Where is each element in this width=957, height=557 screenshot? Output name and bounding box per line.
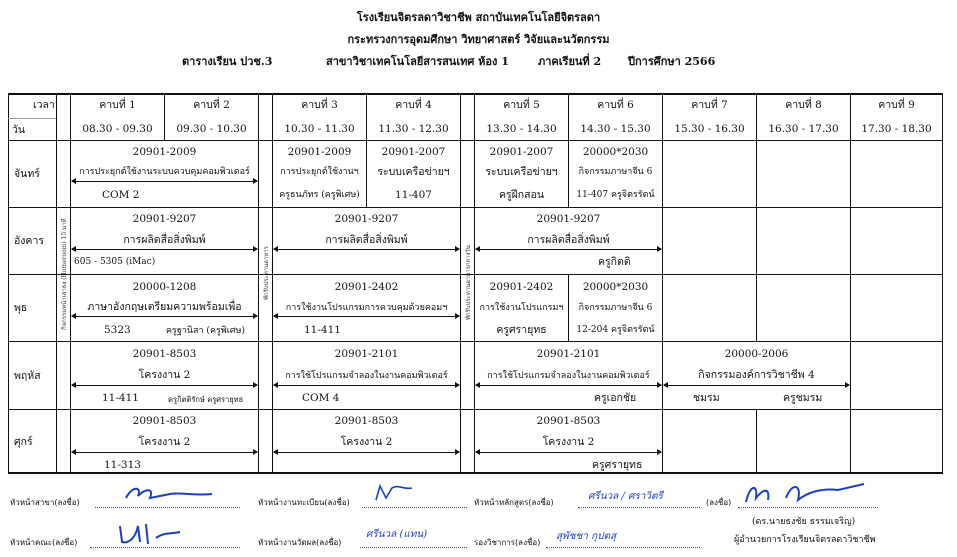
wed-c4-code: 20000*2030 bbox=[582, 281, 649, 293]
head-faculty-signature bbox=[116, 518, 186, 548]
tue-c1-name: การผลิตสื่อสิ่งพิมพ์ bbox=[123, 234, 206, 246]
fri-c3-code: 20901-8503 bbox=[536, 415, 601, 427]
sign-label: (ลงชื่อ) bbox=[706, 498, 732, 507]
wed-c4-note: 12-204 ครูจิตรรัตน์ bbox=[576, 325, 655, 335]
head-registry-signature bbox=[372, 480, 422, 506]
tue-c3-name: การผลิตสื่อสิ่งพิมพ์ bbox=[527, 234, 610, 246]
fri-c2-code: 20901-8503 bbox=[334, 415, 399, 427]
mon-c1-room: COM 2 bbox=[102, 189, 140, 201]
mon-c4-code: 20901-2007 bbox=[489, 146, 554, 158]
thu-c4-span-arrow bbox=[664, 385, 849, 386]
day-monday: จันทร์ bbox=[14, 168, 40, 180]
director-name: (ดร.นายธงชัย ธรรมเจริญ) bbox=[752, 517, 856, 527]
tue-c3-teacher: ครูกิตติ bbox=[598, 256, 631, 268]
wed-c3-teacher: ครูศรายุทธ bbox=[496, 324, 547, 336]
thu-c2-code: 20901-2101 bbox=[334, 348, 399, 360]
wed-c4-name: กิจกรรมภาษาจีน 6 bbox=[578, 303, 653, 313]
time-corner-label: เวลา bbox=[33, 99, 55, 111]
thu-c1-teacher: ครูกิตติรักษ์ ครูศรายุทธ bbox=[168, 395, 244, 404]
thu-c2-room: COM 4 bbox=[302, 392, 340, 404]
head-faculty-label: หัวหน้าคณะ(ลงชื่อ) bbox=[10, 538, 78, 547]
program-label: สาขาวิชาเทคโนโลยีสารสนเทศ ห้อง 1 bbox=[326, 55, 509, 68]
director-title: ผู้อำนวยการโรงเรียนจิตรลดาวิชาชีพ bbox=[734, 535, 876, 545]
period-9-name: คาบที่ 9 bbox=[878, 99, 915, 111]
period-1-time: 08.30 - 09.30 bbox=[82, 123, 153, 135]
thu-c2-name: การใช้โปรแกรมจำลองในงานคอมพิวเตอร์ bbox=[285, 371, 448, 381]
head-dept-signature bbox=[120, 482, 220, 506]
year-label: ปีการศึกษา 2566 bbox=[628, 55, 716, 68]
period-2-name: คาบที่ 2 bbox=[193, 99, 230, 111]
thu-c4-room: ชมรม bbox=[693, 392, 720, 404]
mon-c4-teacher: ครูฝึกสอน bbox=[498, 189, 545, 201]
thu-c3-teacher: ครูเอกชัย bbox=[594, 392, 637, 404]
thu-c4-teacher: ครูชมรม bbox=[783, 392, 823, 404]
thu-c1-span-arrow bbox=[72, 385, 257, 386]
wed-c1-span-arrow bbox=[72, 316, 257, 317]
measure-signature: ศรีนวล (แทน) bbox=[366, 529, 428, 540]
day-tuesday: อังคาร bbox=[14, 235, 44, 247]
period-5-name: คาบที่ 5 bbox=[503, 99, 540, 111]
afternoon-break-label: พักรับประทานอาหารกลางวัน bbox=[465, 245, 472, 320]
head-dept-label: หัวหน้าสาขา(ลงชื่อ) bbox=[10, 498, 80, 507]
thu-c2-span-arrow bbox=[274, 385, 459, 386]
wed-c1-name: ภาษาอังกฤษเตรียมความพร้อมเพื่อ bbox=[87, 301, 242, 313]
mon-c5-code: 20000*2030 bbox=[582, 146, 649, 158]
period-6-time: 14.30 - 15.30 bbox=[580, 123, 651, 135]
tue-c2-name: การผลิตสื่อสิ่งพิมพ์ bbox=[325, 234, 408, 246]
fri-c2-span-arrow bbox=[274, 452, 459, 453]
wed-c2-name: การใช้งานโปรแกรมการควบคุมด้วยคอมฯ bbox=[285, 303, 448, 313]
period-1-name: คาบที่ 1 bbox=[99, 99, 136, 111]
period-7-name: คาบที่ 7 bbox=[691, 99, 728, 111]
mon-c5-note: 11-407 ครูจิตรรัตน์ bbox=[576, 190, 655, 200]
thu-c1-name: โครงงาน 2 bbox=[138, 369, 191, 381]
day-wednesday: พุธ bbox=[14, 302, 28, 314]
day-thursday: พฤหัส bbox=[14, 370, 41, 382]
period-7-time: 15.30 - 16.30 bbox=[674, 123, 745, 135]
wed-c1-code: 20000-1208 bbox=[132, 281, 197, 293]
thu-c1-code: 20901-8503 bbox=[132, 348, 197, 360]
fri-c3-name: โครงงาน 2 bbox=[542, 436, 595, 448]
period-5-time: 13.30 - 14.30 bbox=[486, 123, 557, 135]
tue-c1-room: 605 - 5305 (iMac) bbox=[74, 257, 156, 267]
thu-c4-code: 20000-2006 bbox=[724, 348, 789, 360]
head-registry-label: หัวหน้างานทะเบียน(ลงชื่อ) bbox=[258, 498, 350, 507]
fri-c2-name: โครงงาน 2 bbox=[340, 436, 393, 448]
tue-c2-code: 20901-9207 bbox=[334, 213, 399, 225]
semester-label: ภาคเรียนที่ 2 bbox=[538, 55, 602, 68]
mon-c3-code: 20901-2007 bbox=[381, 146, 446, 158]
mon-c2-teacher: ครูธนภัทร (ครูพิเศษ) bbox=[279, 190, 360, 200]
fri-c3-span-arrow bbox=[476, 452, 661, 453]
period-6-name: คาบที่ 6 bbox=[597, 99, 634, 111]
mon-c2-name: การประยุกต์ใช้งานฯ bbox=[280, 167, 359, 177]
curriculum-signatures: ศรีนวล / ศราวิตรี bbox=[588, 491, 663, 502]
fri-c3-teacher: ครูศรายุทธ bbox=[592, 459, 643, 471]
period-4-time: 11.30 - 12.30 bbox=[378, 123, 449, 135]
thu-c3-name: การใช้โปรแกรมจำลองในงานคอมพิวเตอร์ bbox=[487, 371, 650, 381]
timetable-label: ตารางเรียน ปวช.3 bbox=[182, 55, 273, 68]
wed-c3-name: การใช้งานโปรแกรมฯ bbox=[479, 303, 564, 313]
period-3-time: 10.30 - 11.30 bbox=[284, 123, 355, 135]
head-measure-label: หัวหน้างานวัดผล(ลงชื่อ) bbox=[258, 538, 342, 547]
ministry-name: กระทรวงการอุดมศึกษา วิทยาศาสตร์ วิจัยและนวัตกรรม bbox=[347, 33, 610, 46]
wed-c1-teacher: ครูฐานิสา (ครูพิเศษ) bbox=[166, 326, 245, 336]
wed-c2-room: 11-411 bbox=[304, 324, 341, 336]
day-friday: ศุกร์ bbox=[14, 436, 33, 448]
thu-c3-code: 20901-2101 bbox=[536, 348, 601, 360]
mon-c1-span-arrow bbox=[72, 181, 257, 182]
thu-c1-room: 11-411 bbox=[102, 392, 139, 404]
period-9-time: 17.30 - 18.30 bbox=[861, 123, 932, 135]
period-2-time: 09.30 - 10.30 bbox=[176, 123, 247, 135]
wed-c2-span-arrow bbox=[274, 316, 459, 317]
mon-c1-name: การประยุกต์ใช้งานระบบควบคุมคอมพิวเตอร์ bbox=[79, 167, 250, 177]
deputy-label: รองวิชาการ(ลงชื่อ) bbox=[474, 538, 541, 547]
homeroom-break-label: กิจกรรมหน้าเสาธง (Homeroom) 15 นาที bbox=[61, 218, 68, 330]
tue-c1-span-arrow bbox=[72, 249, 257, 250]
mon-c3-name: ระบบเครือข่ายฯ bbox=[377, 166, 450, 178]
lunch-break-label: พักรับประทานอาหาร bbox=[263, 246, 270, 300]
wed-c2-code: 20901-2402 bbox=[334, 281, 399, 293]
wed-c1-room: 5323 bbox=[104, 324, 131, 336]
director-signature bbox=[742, 478, 872, 510]
tue-c2-span-arrow bbox=[274, 249, 459, 250]
school-name: โรงเรียนจิตรลดาวิชาชีพ สถาบันเทคโนโลยีจิตรลดา bbox=[356, 11, 601, 24]
fri-c1-name: โครงงาน 2 bbox=[138, 436, 191, 448]
tue-c3-code: 20901-9207 bbox=[536, 213, 601, 225]
mon-c1-code: 20901-2009 bbox=[132, 146, 197, 158]
thu-c4-name: กิจกรรมองค์การวิชาชีพ 4 bbox=[698, 369, 815, 381]
wed-c3-code: 20901-2402 bbox=[489, 281, 554, 293]
period-8-time: 16.30 - 17.30 bbox=[768, 123, 839, 135]
mon-c2-code: 20901-2009 bbox=[287, 146, 352, 158]
period-4-name: คาบที่ 4 bbox=[395, 99, 432, 111]
period-3-name: คาบที่ 3 bbox=[301, 99, 338, 111]
period-8-name: คาบที่ 8 bbox=[785, 99, 822, 111]
day-corner-label: วัน bbox=[12, 124, 26, 136]
fri-c1-span-arrow bbox=[72, 452, 257, 453]
tue-c1-code: 20901-9207 bbox=[132, 213, 197, 225]
mon-c4-name: ระบบเครือข่ายฯ bbox=[485, 166, 558, 178]
fri-c1-code: 20901-8503 bbox=[132, 415, 197, 427]
mon-c5-name: กิจกรรมภาษาจีน 6 bbox=[578, 167, 653, 177]
head-curriculum-label: หัวหน้าหลักสูตร(ลงชื่อ) bbox=[474, 498, 554, 507]
fri-c1-room: 11-313 bbox=[104, 459, 141, 471]
tue-c3-span-arrow bbox=[476, 249, 661, 250]
mon-c3-room: 11-407 bbox=[395, 189, 432, 201]
thu-c3-span-arrow bbox=[476, 385, 661, 386]
deputy-signature: สุพัชชา กุปตสุ bbox=[556, 531, 617, 542]
